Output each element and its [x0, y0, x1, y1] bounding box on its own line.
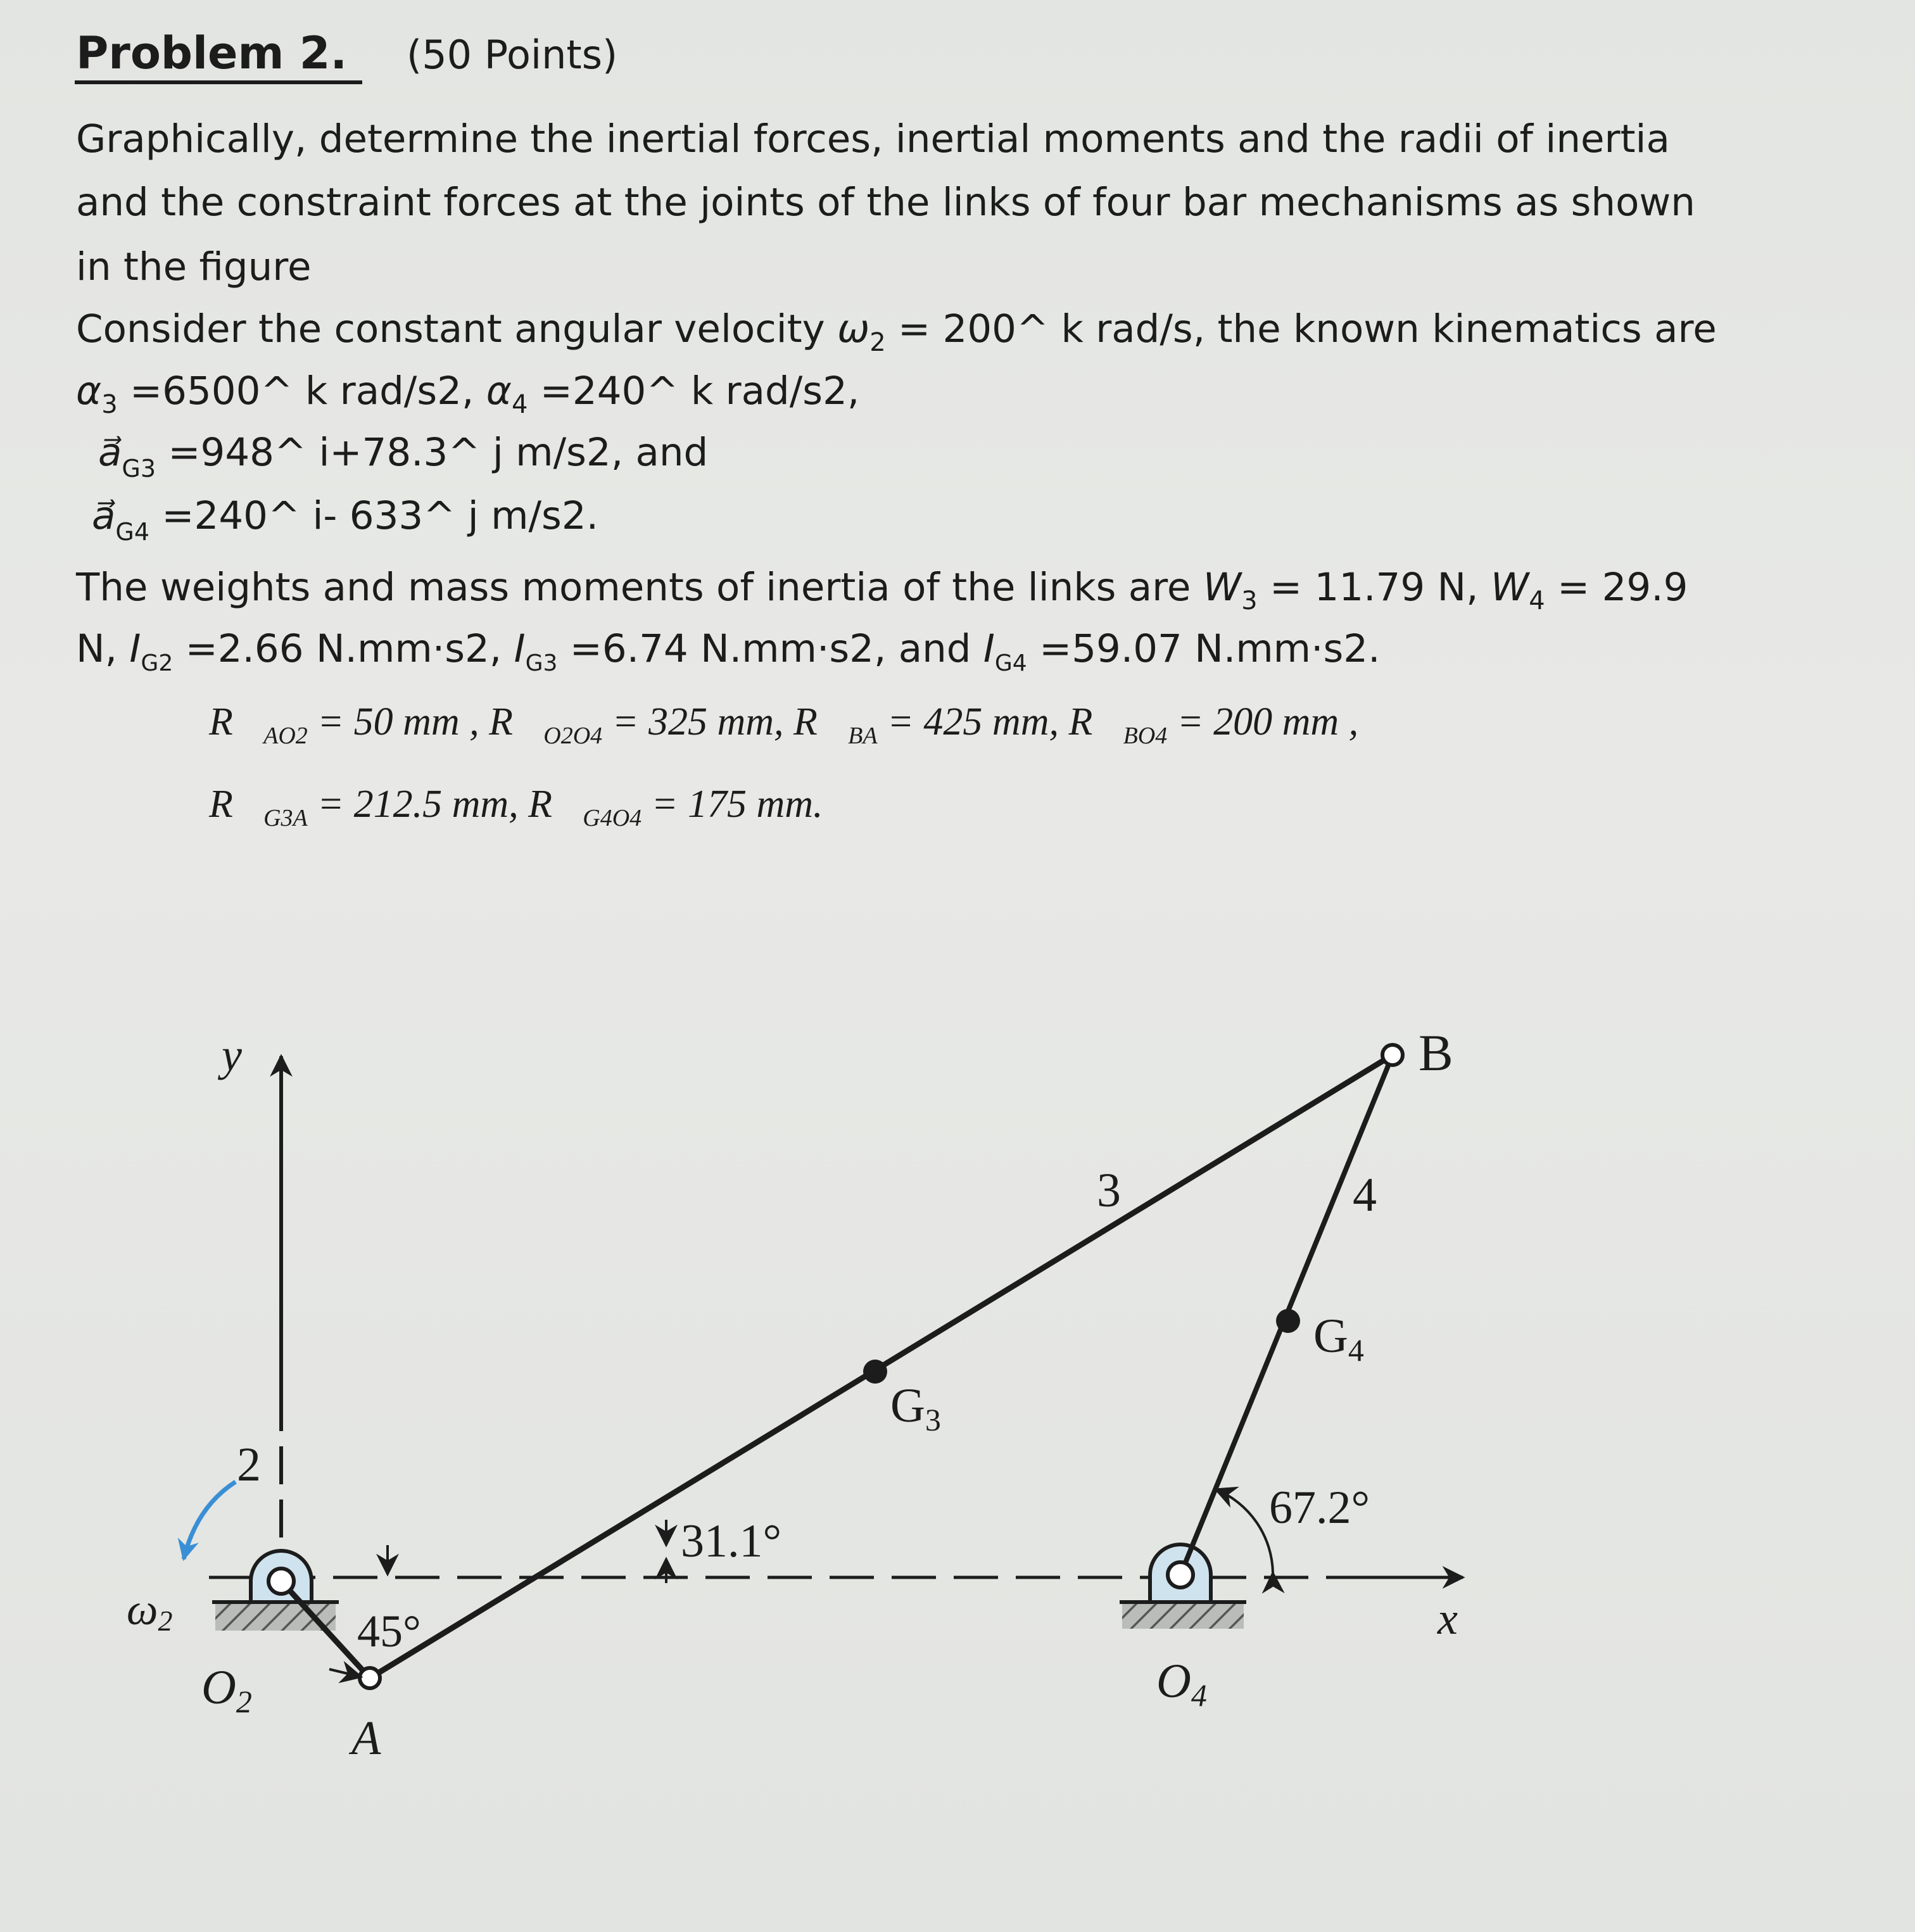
statement-line-1: Graphically, determine the inertial forces, inertial moments and the radii of inertia — [76, 117, 1670, 161]
statement-line-3: in the figure — [76, 244, 312, 289]
joint-A — [360, 1668, 380, 1688]
angular-acceleration-line: $\alpha_3$ =6500^ k rad/s2, $\alpha_4$ =240^ k rad/s2, — [76, 369, 860, 419]
angular-velocity-line: Consider the constant angular velocity $\omega_2$ = 200^ k rad/s, the known kinematics are — [76, 306, 1717, 357]
inertia-line: N, $I_{G2} =2.66$ N.mm·s2, $I_{G3} =6.74$ N.mm·s2, and $I_{G4} =59.07$ N.mm·s2. — [76, 626, 1381, 676]
accel-G3-line: $a⃗_{G3}$ =948^ i+78.3^ j m/s2, and — [98, 430, 709, 483]
vectors-line-2: $R⃗_{G3A} = 212.5$ mm, $R⃗_{G4O4} = 175$ mm. — [209, 783, 823, 831]
ground-hatch-O2 — [215, 1602, 336, 1631]
label-G3: G3 — [890, 1379, 941, 1437]
center-of-mass-G3 — [863, 1360, 887, 1384]
label-link-4: 4 — [1353, 1168, 1377, 1222]
problem-points: (50 Points) — [407, 32, 618, 78]
label-G4: G4 — [1313, 1310, 1364, 1368]
x-axis-label: x — [1438, 1593, 1458, 1644]
label-link-2: 2 — [237, 1438, 261, 1491]
ground-hatch-O4 — [1122, 1602, 1244, 1629]
weights-line: The weights and mass moments of inertia of the links are $W_3 = 11.79$ N, $W_4 = 29.9$ — [76, 565, 1688, 616]
y-axis-label: y — [222, 1030, 242, 1080]
label-O4: O4 — [1156, 1655, 1207, 1713]
center-of-mass-G4 — [1276, 1309, 1300, 1333]
joint-O2 — [269, 1569, 294, 1594]
problem-title: Problem 2. — [76, 27, 348, 79]
angle-arc-67 — [1216, 1489, 1273, 1573]
angle-indicator-45-bottom — [329, 1669, 361, 1677]
accel-G4-line: $a⃗_{G4}$ =240^ i- 633^ j m/s2. — [92, 493, 599, 546]
label-O2: O2 — [201, 1661, 252, 1719]
label-B: B — [1419, 1024, 1453, 1082]
position-vectors — [208, 700, 1358, 831]
vectors-line-1: $R⃗_{AO2} = 50$ mm , $R⃗_{O2O4} = 325$ mm, $R⃗_{BA} = 425$ mm, $R⃗_{BO4} = 200$ mm , — [209, 700, 1359, 749]
label-A: A — [351, 1712, 381, 1765]
joint-B — [1382, 1045, 1403, 1065]
label-angle-31: 31.1° — [681, 1515, 782, 1567]
omega-rotation-arrow-icon — [184, 1482, 236, 1559]
label-link-3: 3 — [1097, 1164, 1121, 1217]
label-omega2: ω2 — [127, 1586, 173, 1637]
label-angle-67: 67.2° — [1269, 1482, 1370, 1534]
problem-statement — [75, 117, 1717, 676]
statement-line-2: and the constraint forces at the joints of the links of four bar mechanisms as shown — [76, 180, 1695, 225]
four-bar-mechanism-figure — [127, 1024, 1463, 1765]
joint-O4 — [1168, 1562, 1193, 1588]
label-angle-45: 45° — [357, 1606, 421, 1657]
